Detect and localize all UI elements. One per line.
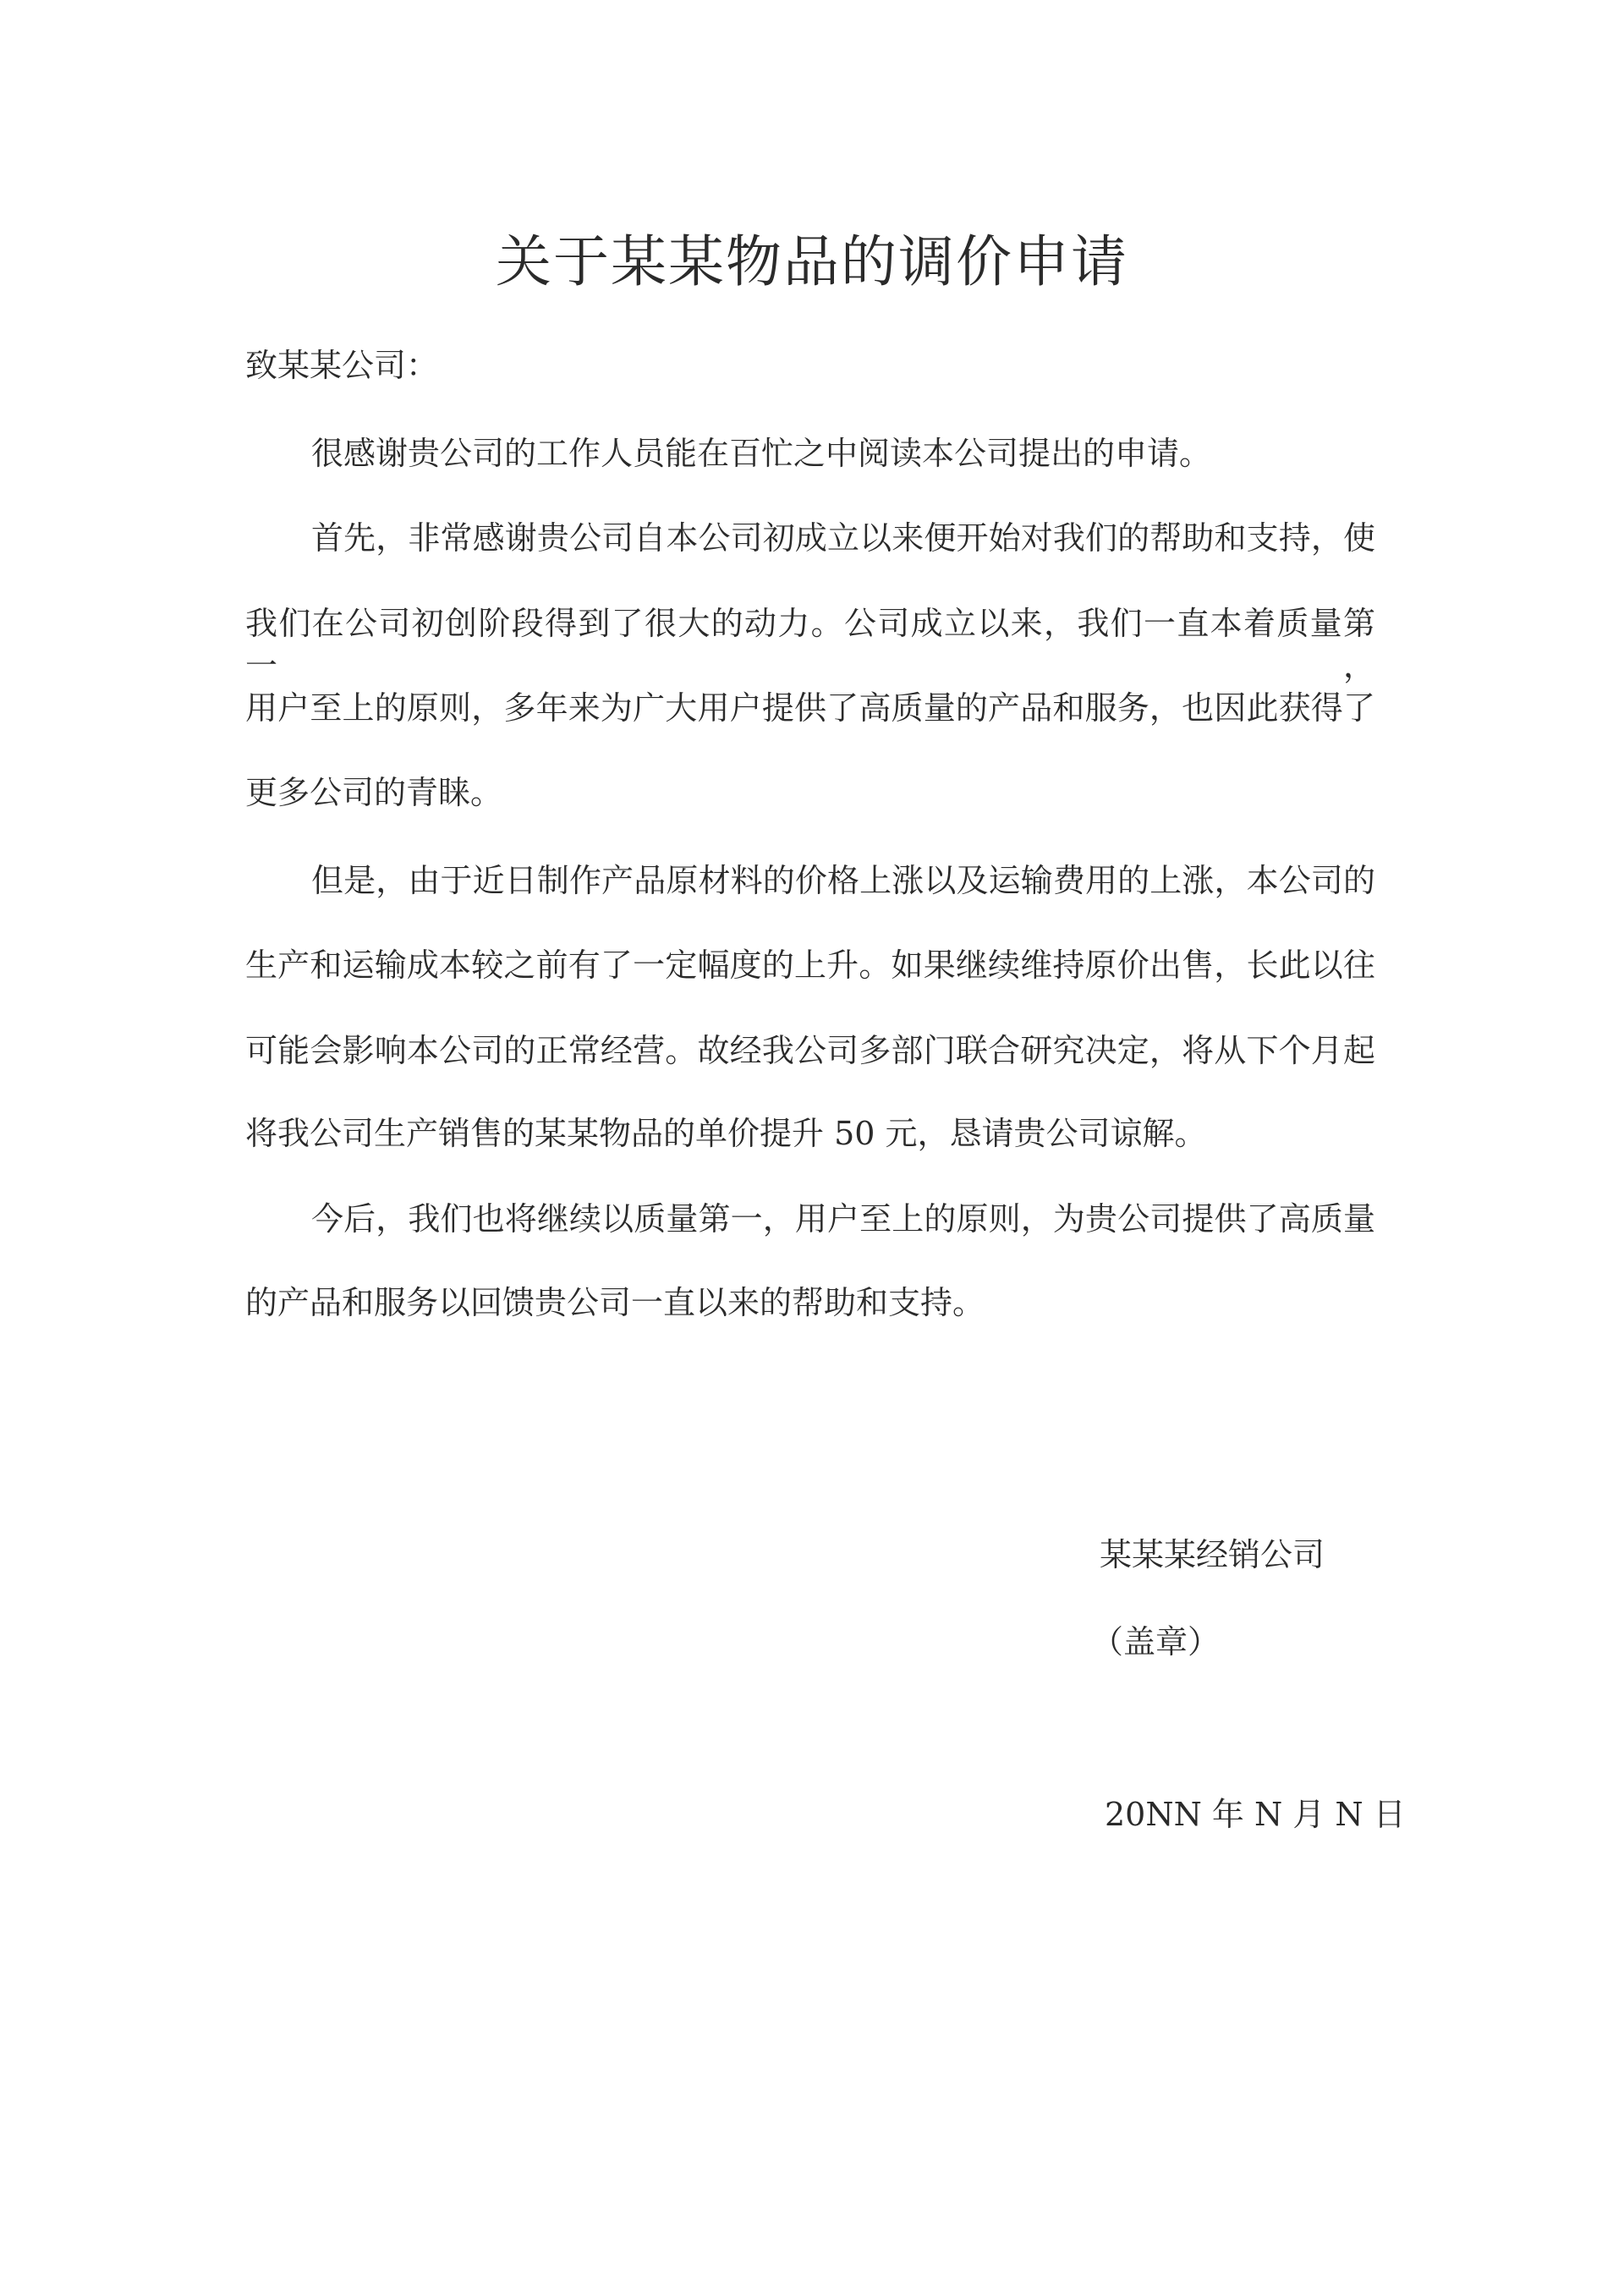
paragraph-line: 的产品和服务以回馈贵公司一直以来的帮助和支持。: [245, 1284, 985, 1321]
signature-seal: （盖章）: [1091, 1623, 1221, 1660]
paragraph-line: 用户至上的原则，多年来为广大用户提供了高质量的产品和服务，也因此获得了: [245, 689, 1375, 727]
paragraph-line: 我们在公司初创阶段得到了很大的动力。公司成立以来，我们一直本着质量第一，: [245, 605, 1375, 684]
paragraph-line: 很感谢贵公司的工作人员能在百忙之中阅读本公司提出的申请。: [311, 435, 1212, 472]
document-title: 关于某某物品的调价申请: [496, 229, 1128, 294]
paragraph-line: 今后，我们也将继续以质量第一，用户至上的原则，为贵公司提供了高质量: [311, 1200, 1375, 1238]
signature-date: 20NN 年 N 月 N 日: [1105, 1796, 1406, 1833]
salutation: 致某某公司：: [245, 347, 439, 384]
paragraph-line: 首先，非常感谢贵公司自本公司初成立以来便开始对我们的帮助和支持，使: [311, 519, 1375, 557]
signature-company: 某某某经销公司: [1100, 1536, 1325, 1573]
paragraph-line: 可能会影响本公司的正常经营。故经我公司多部门联合研究决定，将从下个月起: [245, 1032, 1375, 1069]
paragraph-line: 更多公司的青睐。: [245, 774, 503, 811]
paragraph-line: 但是，由于近日制作产品原材料的价格上涨以及运输费用的上涨，本公司的: [311, 862, 1375, 899]
paragraph-line: 将我公司生产销售的某某物品的单价提升 50 元，恳请贵公司谅解。: [245, 1115, 1207, 1152]
paragraph-line: 生产和运输成本较之前有了一定幅度的上升。如果继续维持原价出售，长此以往: [245, 947, 1375, 984]
